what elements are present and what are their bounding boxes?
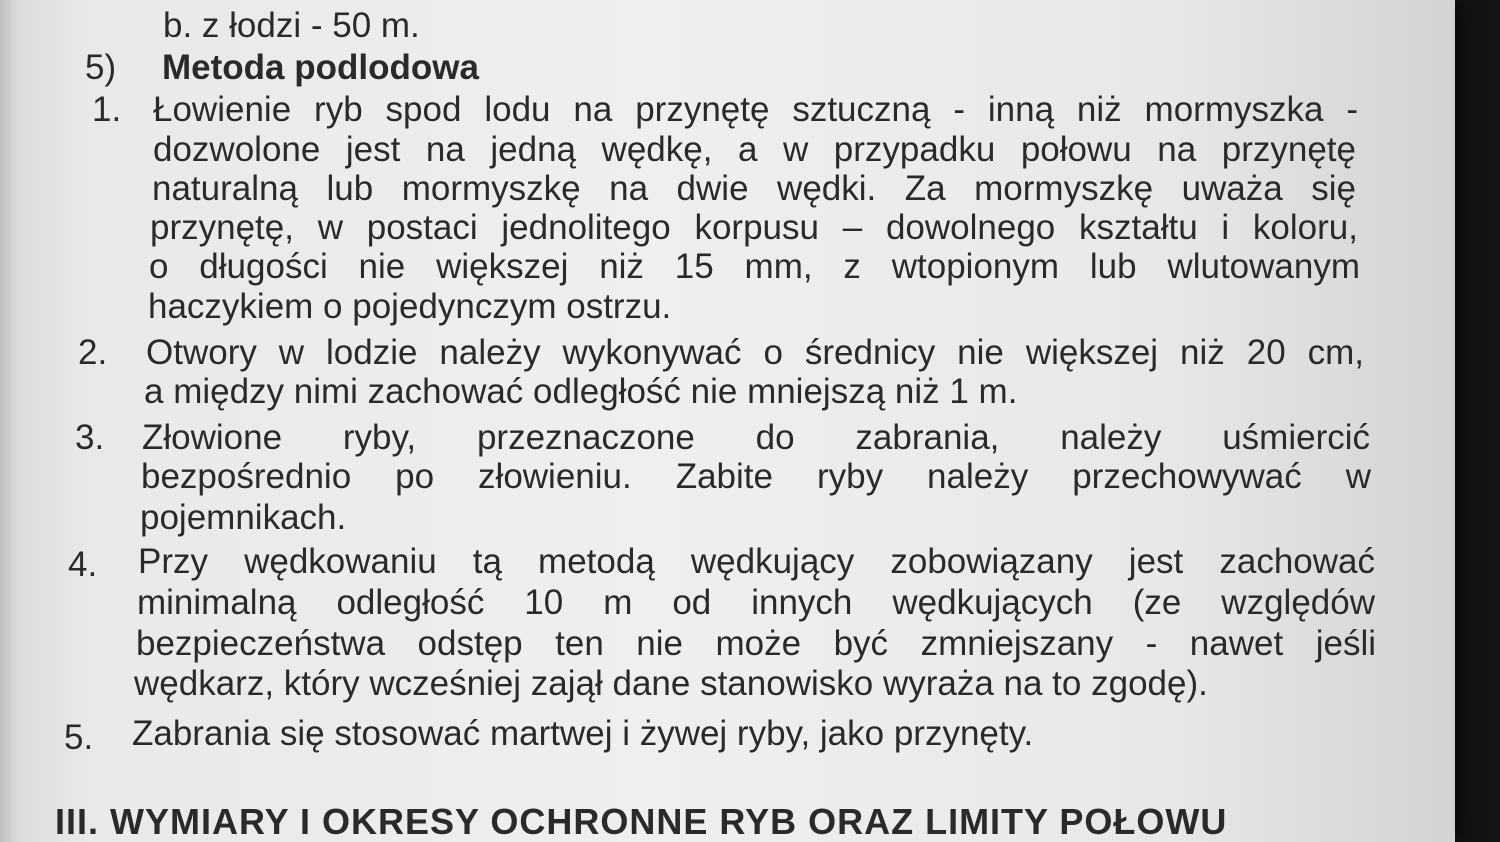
item-5-number: 5. bbox=[64, 718, 94, 757]
item-2-line: a między nimi zachować odległość nie mniejszą niż 1 m. bbox=[144, 372, 1018, 411]
item-1-line: Łowienie ryb spod lodu na przynętę sztuczną - inną niż mormyszka - bbox=[153, 90, 1358, 129]
item-5-line: Zabrania się stosować martwej i żywej ryby, jako przynęty. bbox=[132, 714, 1034, 753]
item-2-line: Otwory w lodzie należy wykonywać o średnicy nie większej niż 20 cm, bbox=[146, 333, 1364, 372]
next-section-heading: III. WYMIARY I OKRESY OCHRONNE RYB ORAZ LIMITY POŁOWU bbox=[55, 801, 1228, 842]
item-1-number: 1. bbox=[92, 90, 122, 129]
item-1-line: naturalną lub mormyszkę na dwie wędki. Za mormyszkę uważa się bbox=[152, 169, 1356, 208]
section-title: Metoda podlodowa bbox=[162, 48, 479, 87]
item-4-line: bezpieczeństwa odstęp ten nie może być zmniejszany - nawet jeśli bbox=[136, 624, 1376, 663]
item-2-number: 2. bbox=[78, 333, 108, 372]
item-1-line: przynętę, w postaci jednolitego korpusu – dowolnego kształtu i koloru, bbox=[150, 208, 1358, 247]
item-4-number: 4. bbox=[68, 545, 98, 584]
previous-item-text: b. z łodzi - 50 m. bbox=[163, 6, 420, 45]
item-3-line: bezpośrednio po złowieniu. Zabite ryby należy przechowywać w bbox=[141, 457, 1371, 496]
item-1-line: dozwolone jest na jedną wędkę, a w przypadku połowu na przynętę bbox=[153, 130, 1356, 169]
item-4-line: Przy wędkowaniu tą metodą wędkujący zobowiązany jest zachować bbox=[138, 542, 1375, 581]
item-1-line: o długości nie większej niż 15 mm, z wtopionym lub wlutowanym bbox=[149, 247, 1360, 286]
item-4-line: minimalną odległość 10 m od innych wędkujących (ze względów bbox=[137, 583, 1375, 622]
item-3-number: 3. bbox=[75, 418, 105, 457]
item-4-line: wędkarz, który wcześniej zajął dane stanowisko wyraża na to zgodę). bbox=[134, 664, 1208, 703]
item-3-line: pojemnikach. bbox=[140, 498, 347, 537]
item-3-line: Złowione ryby, przeznaczone do zabrania, należy uśmiercić bbox=[142, 418, 1370, 457]
item-1-line: haczykiem o pojedynczym ostrzu. bbox=[148, 287, 672, 326]
section-number: 5) bbox=[85, 48, 117, 87]
